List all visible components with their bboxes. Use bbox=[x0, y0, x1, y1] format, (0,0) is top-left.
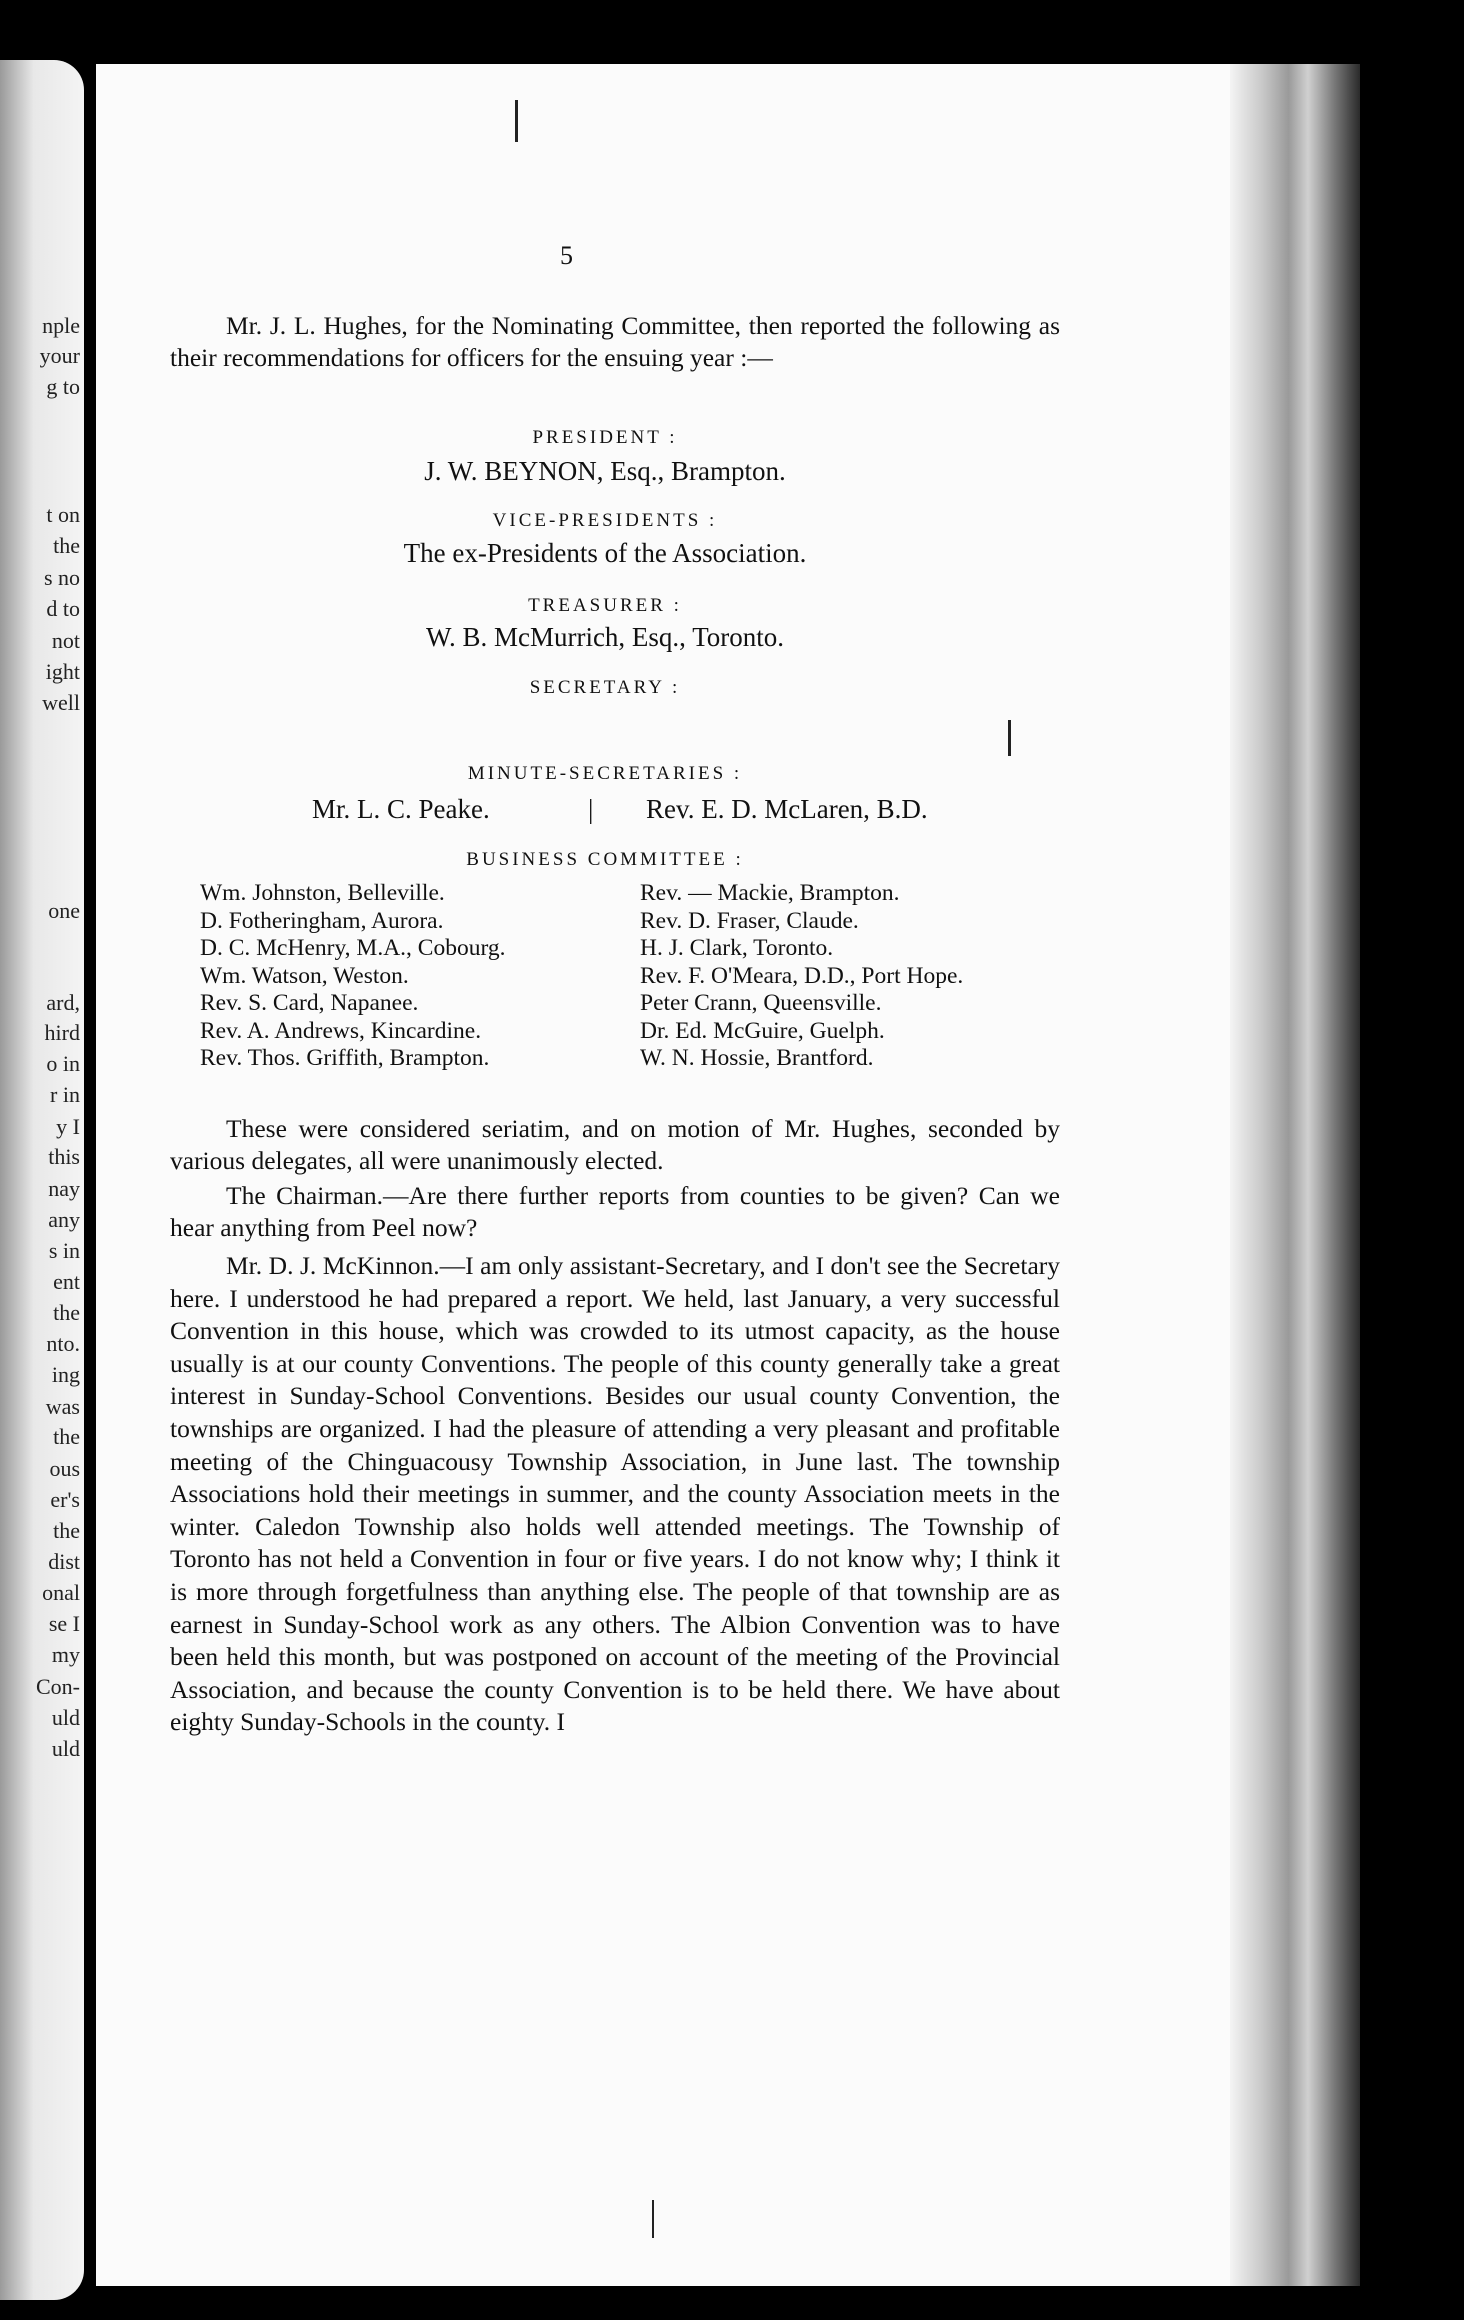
left-fragment-line: s no bbox=[43, 565, 80, 590]
chairman-paragraph bbox=[170, 1180, 1060, 1244]
left-fragment-line: uld bbox=[51, 1705, 80, 1730]
left-fragment-line: ight bbox=[45, 659, 80, 684]
left-fragment-line: r in bbox=[50, 1082, 80, 1107]
treasurer-heading: TREASURER : bbox=[528, 595, 682, 616]
mckinnon-text: Mr. D. J. McKinnon.—I am only assistant-Secretary, and I don't see the Secretary here. I understood he had prepared a report. We held, last January, a very successful Convention in this house, which was crowded to its utmost capacity, as the house usually is at our county Conventions. The people of this county generally take a great interest in Sunday-School Conventions. Besides our usual county Convention, the townships are organized. I had the pleasure of attending a very pleasant and profitable meeting of the Chinguacousy Township Association, in June last. The township Associations hold their meetings in summer, and the county Association meets in the winter. Caledon Township also holds well attended meetings. The Township of Toronto has not held a Convention in four or five years. I do not know why; I think it is more through forgetfulness than anything else. The people of that township are as earnest in Sunday-School work as any others. The Albion Convention was to have been held this month, but was postponed on account of the meeting of the Provincial Association, and because the county Convention is to be held there. We have about eighty Sunday-Schools in the county. I bbox=[170, 1251, 1060, 1737]
left-fragment-line: ous bbox=[49, 1456, 80, 1481]
election-text: These were considered seriatim, and on motion of Mr. Hughes, seconded by various delegates, all were unanimously elected. bbox=[170, 1114, 1060, 1175]
committee-member: Wm. Johnston, Belleville. bbox=[200, 880, 445, 906]
vice-presidents-heading: VICE-PRESIDENTS : bbox=[492, 510, 718, 531]
left-fragment-line: the bbox=[53, 533, 80, 558]
left-fragment-line: hird bbox=[44, 1020, 80, 1045]
left-fragment-line: o in bbox=[46, 1051, 80, 1076]
committee-member: Rev. S. Card, Napanee. bbox=[200, 990, 419, 1016]
committee-member: Wm. Watson, Weston. bbox=[200, 962, 409, 989]
intro-text: Mr. J. L. Hughes, for the Nominating Committee, then reported the following as their recommendations for officers for the ensuing year :— bbox=[170, 311, 1060, 372]
minute-divider: | bbox=[588, 794, 594, 824]
page-number: 5 bbox=[560, 241, 573, 270]
president-heading: PRESIDENT : bbox=[532, 427, 678, 448]
committee-member: D. C. McHenry, M.A., Cobourg. bbox=[200, 935, 506, 961]
committee-member: Rev. A. Andrews, Kincardine. bbox=[200, 1017, 482, 1044]
left-fragment-line: nple bbox=[42, 313, 80, 338]
left-fragment-line: ing bbox=[51, 1362, 80, 1387]
left-fragment-line: was bbox=[45, 1394, 80, 1419]
left-fragment-line: ard, bbox=[46, 990, 80, 1015]
left-fragment-line: your bbox=[39, 343, 80, 368]
business-committee-heading: BUSINESS COMMITTEE : bbox=[466, 849, 744, 870]
left-fragment-line: nto. bbox=[46, 1331, 80, 1356]
mckinnon-paragraph bbox=[170, 1250, 1060, 1739]
stray-mark bbox=[515, 100, 518, 142]
committee-member: Dr. Ed. McGuire, Guelph. bbox=[640, 1017, 885, 1044]
left-fragment-line: onal bbox=[42, 1580, 80, 1605]
left-fragment-line: this bbox=[48, 1144, 80, 1169]
committee-member: W. N. Hossie, Brantford. bbox=[640, 1045, 874, 1071]
committee-member: Rev. D. Fraser, Claude. bbox=[640, 907, 859, 934]
left-fragment-line: ent bbox=[53, 1269, 80, 1294]
left-fragment-line: the bbox=[53, 1518, 80, 1543]
left-fragment-line: y I bbox=[56, 1114, 80, 1139]
left-fragment-line: the bbox=[53, 1300, 80, 1325]
vice-presidents-text: The ex-Presidents of the Association. bbox=[403, 538, 807, 568]
intro-paragraph bbox=[170, 310, 1060, 374]
left-fragment-line: my bbox=[51, 1642, 80, 1667]
committee-member: H. J. Clark, Toronto. bbox=[640, 935, 834, 961]
committee-member: Rev. Thos. Griffith, Brampton. bbox=[200, 1045, 490, 1071]
left-fragment-line: one bbox=[48, 898, 80, 923]
minute-secretary-left: Mr. L. C. Peake. bbox=[312, 794, 490, 824]
stray-mark bbox=[652, 2200, 654, 2238]
left-fragment-line: nay bbox=[48, 1176, 80, 1201]
committee-member: Peter Crann, Queensville. bbox=[640, 990, 882, 1016]
chairman-text: The Chairman.—Are there further reports from counties to be given? Can we hear anything from Peel now? bbox=[170, 1181, 1060, 1242]
treasurer-name: W. B. McMurrich, Esq., Toronto. bbox=[425, 622, 785, 652]
election-paragraph bbox=[170, 1113, 1060, 1177]
committee-member: Rev. — Mackie, Brampton. bbox=[640, 880, 900, 906]
left-fragment-line: Con- bbox=[36, 1674, 80, 1699]
committee-member: D. Fotheringham, Aurora. bbox=[200, 907, 444, 934]
left-fragment-line: er's bbox=[50, 1487, 80, 1512]
left-fragment-line: the bbox=[53, 1424, 80, 1449]
minute-secretary-right: Rev. E. D. McLaren, B.D. bbox=[646, 794, 928, 824]
left-page-fragment bbox=[0, 60, 84, 2300]
page-edge bbox=[1230, 64, 1360, 2286]
business-committee-right-column bbox=[640, 880, 1080, 1073]
left-fragment-line: well bbox=[42, 690, 80, 715]
left-fragment-line: dist bbox=[48, 1549, 80, 1574]
left-fragment-line: d to bbox=[46, 596, 80, 621]
left-fragment-line: any bbox=[48, 1207, 80, 1232]
business-committee-left-column bbox=[200, 880, 630, 1073]
left-fragment-line: not bbox=[51, 628, 80, 653]
secretary-heading: SECRETARY : bbox=[529, 677, 681, 698]
left-fragment-line: g to bbox=[46, 374, 80, 399]
left-fragment-line: uld bbox=[51, 1736, 80, 1761]
president-name: J. W. BEYNON, Esq., Brampton. bbox=[424, 456, 786, 486]
left-fragment-line: se I bbox=[48, 1611, 80, 1636]
committee-member: Rev. F. O'Meara, D.D., Port Hope. bbox=[640, 962, 964, 989]
left-fragment-line: t on bbox=[46, 502, 80, 527]
minute-secretaries-heading: MINUTE-SECRETARIES : bbox=[467, 763, 743, 784]
left-fragment-line: s in bbox=[48, 1238, 80, 1263]
stray-mark bbox=[1008, 720, 1011, 756]
